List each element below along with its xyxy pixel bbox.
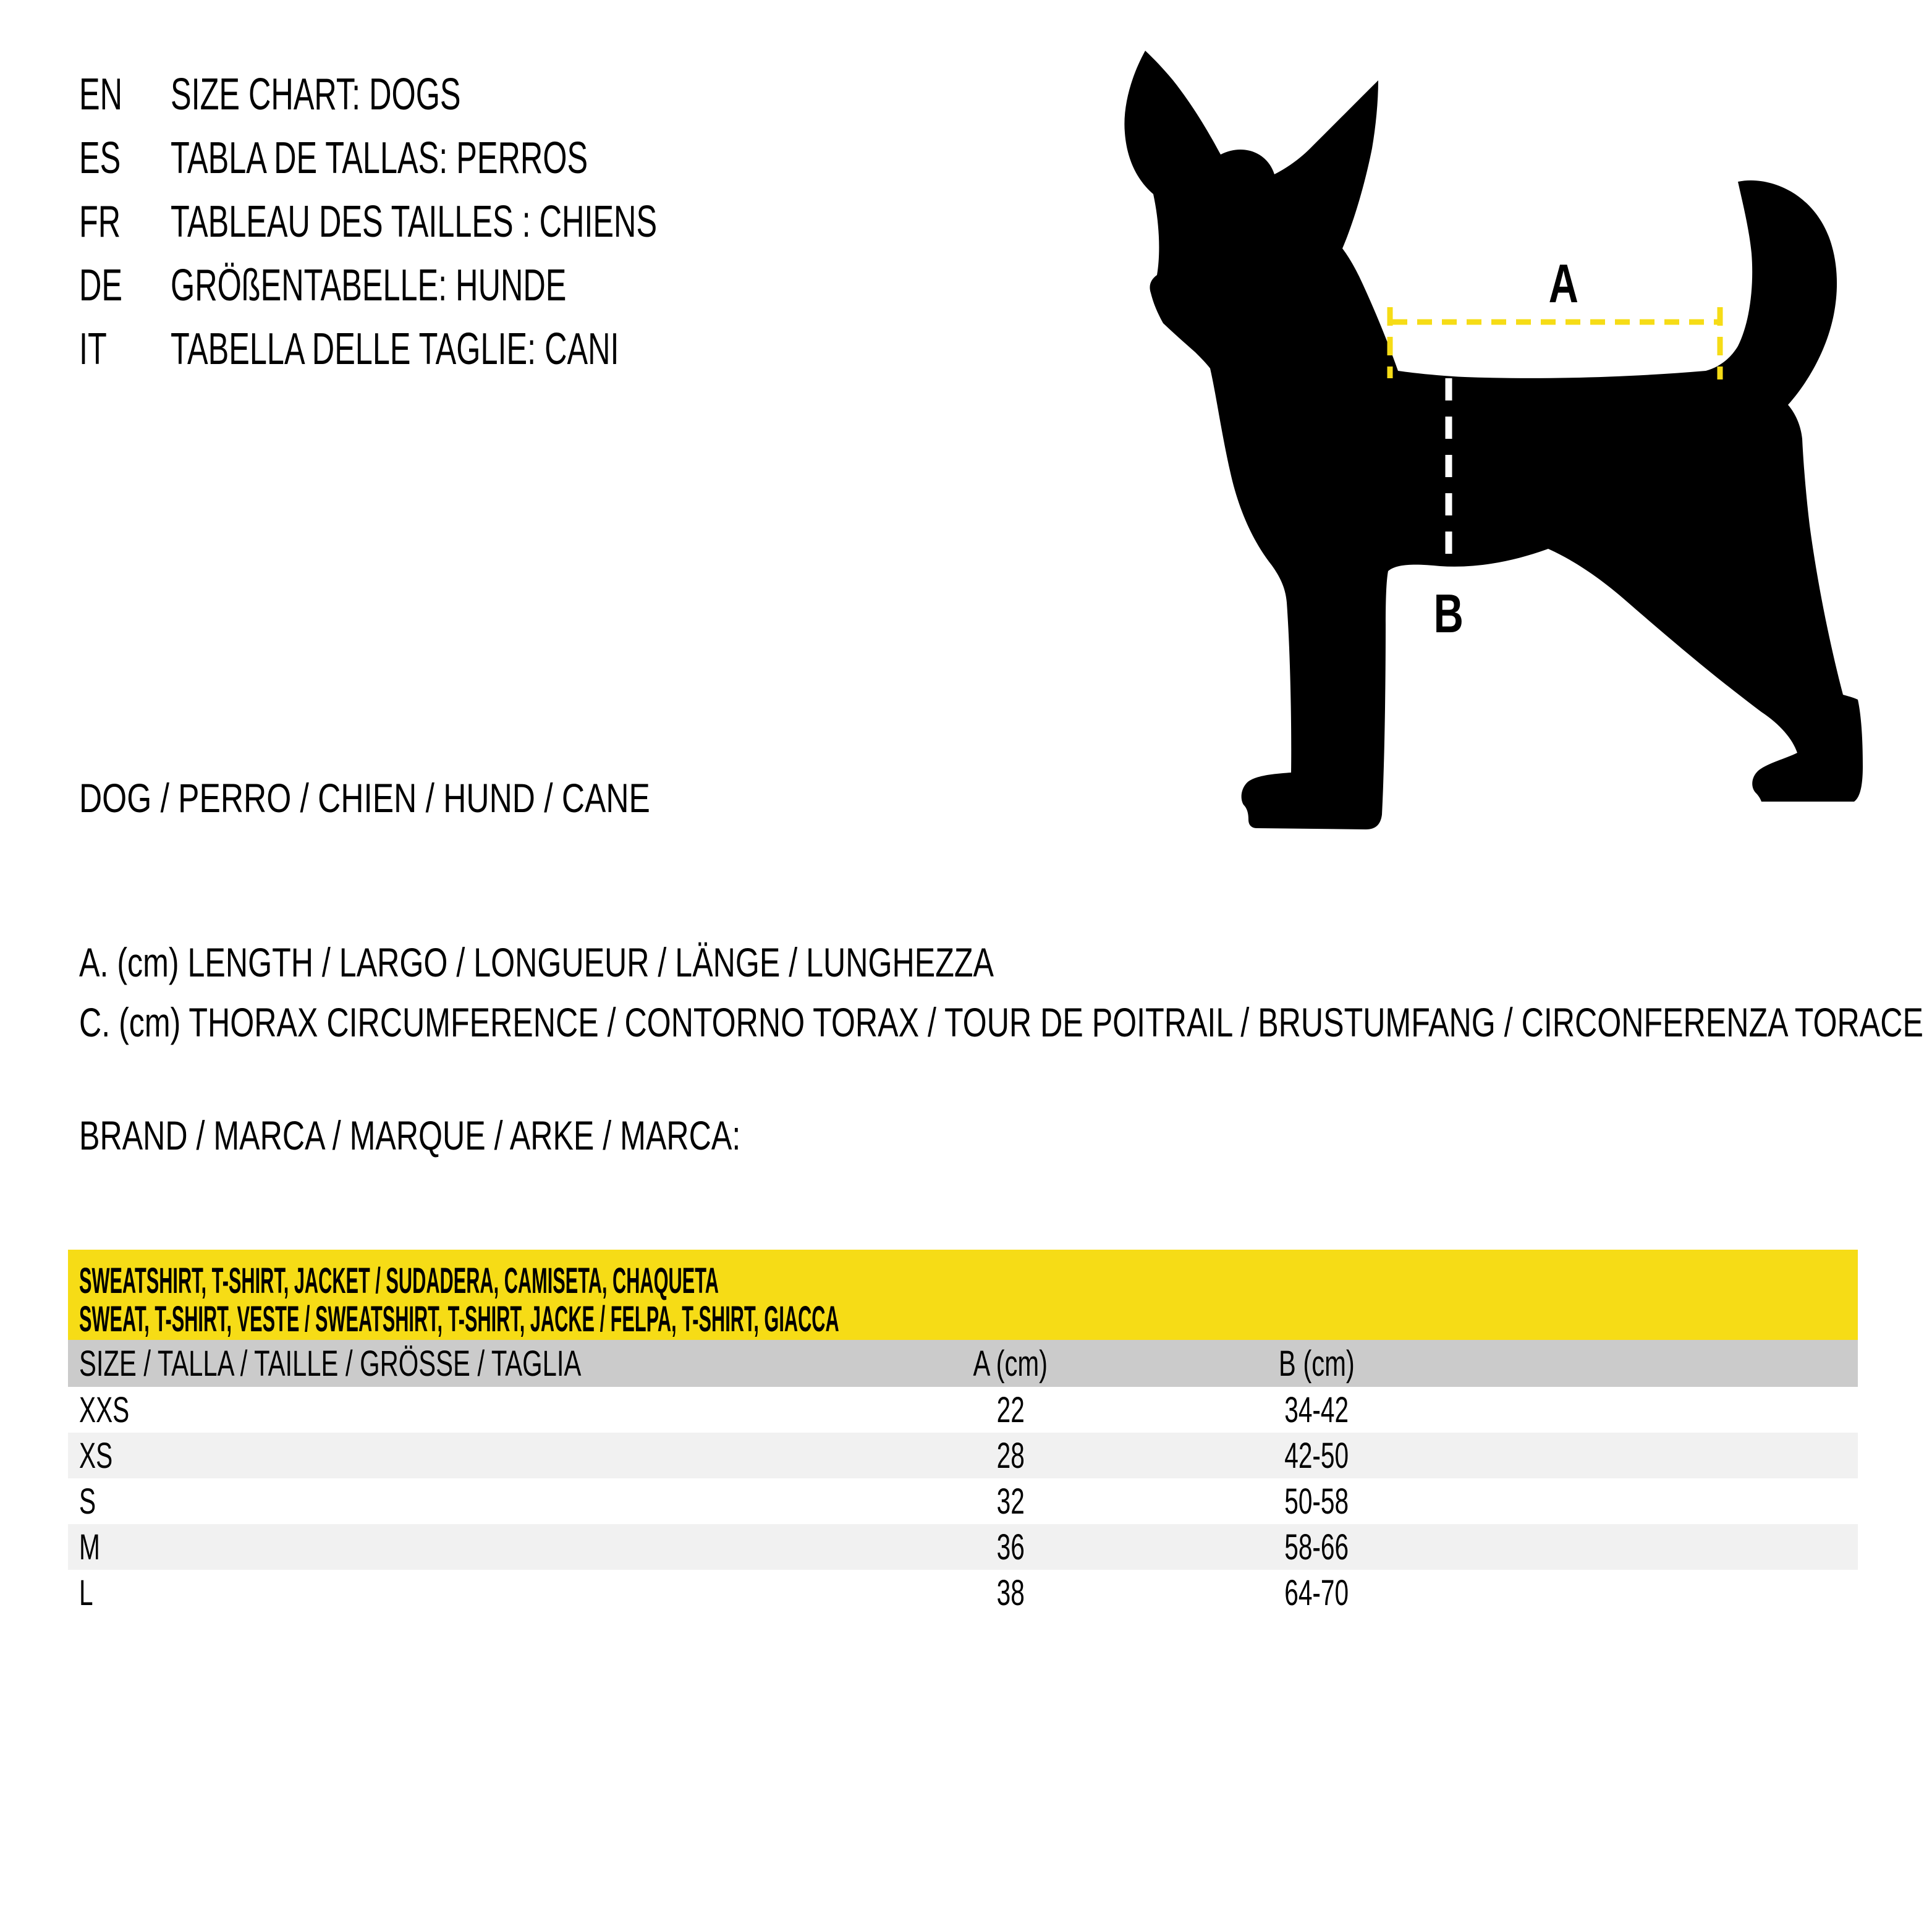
header-a-label: A (cm) <box>973 1343 1048 1384</box>
table-header-row <box>68 1340 1858 1387</box>
row-size-label: XS <box>79 1435 113 1476</box>
legend-line-c: C. (cm) THORAX CIRCUMFERENCE / CONTORNO TORAX / TOUR DE POITRAIL / BRUSTUMFANG / CIRCONFERENZA TORACE <box>79 999 1923 1045</box>
row-b-value: 34-42 <box>1284 1389 1349 1430</box>
table-row-l <box>68 1570 1858 1616</box>
chart-title-es: TABLA DE TALLAS: PERROS <box>171 133 588 183</box>
row-a-value: 32 <box>996 1481 1025 1522</box>
row-a-value: 28 <box>996 1435 1025 1476</box>
row-size-label: M <box>79 1527 100 1567</box>
dog-diagram <box>1051 0 1932 841</box>
chart-title-it: TABELLA DELLE TAGLIE: CANI <box>171 324 619 374</box>
table-banner-line2: SWEAT, T-SHIRT, VESTE / SWEATSHIRT, T-SHIRT, JACKE / FELPA, T-SHIRT, GIACCA <box>79 1299 839 1339</box>
chart-title-de: GRÖßENTABELLE: HUNDE <box>171 260 567 310</box>
row-b-value: 50-58 <box>1284 1481 1349 1522</box>
language-code: IT <box>79 324 107 374</box>
chart-title-fr: TABLEAU DES TAILLES : CHIENS <box>171 197 658 247</box>
language-row-de <box>79 253 736 317</box>
language-code: ES <box>79 133 121 183</box>
chart-title-en: SIZE CHART: DOGS <box>171 69 461 119</box>
table-row-xxs <box>68 1387 1858 1433</box>
table-row-xs <box>68 1433 1858 1478</box>
language-row-it <box>79 317 811 381</box>
row-b-value: 58-66 <box>1284 1527 1349 1567</box>
header-b-label: B (cm) <box>1278 1343 1355 1384</box>
language-code: EN <box>79 69 123 119</box>
language-row-es <box>79 126 766 190</box>
dog-caption: DOG / PERRO / CHIEN / HUND / CANE <box>79 775 650 821</box>
row-b-value: 42-50 <box>1284 1435 1349 1476</box>
row-b-value: 64-70 <box>1284 1572 1349 1613</box>
header-size-label: SIZE / TALLA / TAILLE / GRÖSSE / TAGLIA <box>79 1343 582 1384</box>
language-row-fr <box>79 190 865 253</box>
legend-line-a: A. (cm) LENGTH / LARGO / LONGUEUR / LÄNGE / LUNGHEZZA <box>79 939 994 985</box>
row-a-value: 38 <box>996 1572 1025 1613</box>
marker-b-label: B <box>1433 583 1464 644</box>
row-a-value: 36 <box>996 1527 1025 1567</box>
language-row-en <box>79 62 585 126</box>
table-banner-line1: SWEATSHIRT, T-SHIRT, JACKET / SUDADERA, CAMISETA, CHAQUETA <box>79 1261 719 1301</box>
row-size-label: S <box>79 1481 96 1522</box>
language-code: DE <box>79 260 123 310</box>
brand-line: BRAND / MARCA / MARQUE / ARKE / MARCA: <box>79 1112 741 1158</box>
language-code: FR <box>79 197 121 247</box>
dog-silhouette <box>1124 51 1863 829</box>
marker-a-label: A <box>1548 253 1579 314</box>
table-row-m <box>68 1524 1858 1570</box>
dog-silhouette-svg <box>1051 0 1932 841</box>
table-banner <box>68 1250 1858 1340</box>
table-row-s <box>68 1478 1858 1524</box>
row-size-label: L <box>79 1572 93 1613</box>
row-a-value: 22 <box>996 1389 1025 1430</box>
row-size-label: XXS <box>79 1389 130 1430</box>
